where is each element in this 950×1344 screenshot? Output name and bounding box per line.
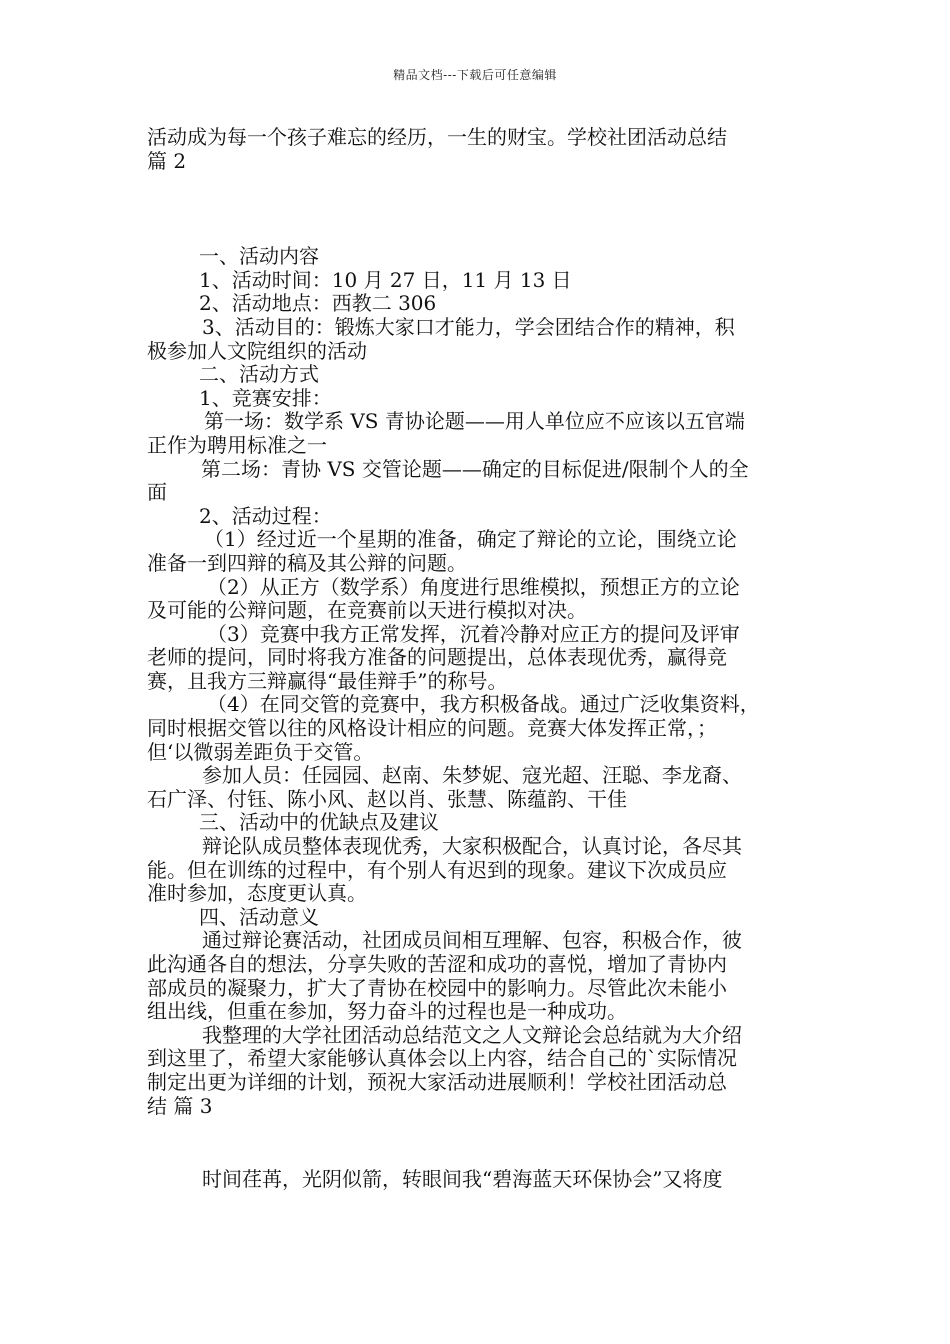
text-line: 三、活动中的优缺点及建议 [199,810,439,835]
text-line: 面 [147,480,167,505]
text-line: 结 篇 3 [147,1093,213,1118]
text-line: 2、活动过程： [199,503,332,528]
text-line: （2）从正方（数学系）角度进行思维模拟，预想正方的立论 [207,574,740,599]
text-line: 2、活动地点：西教二 306 [199,291,437,316]
text-line: （4）在同交管的竞赛中，我方积极备战。通过广泛收集资料， [207,692,760,717]
text-line: 时间荏苒，光阴似箭，转眼间我“碧海蓝天环保协会”又将度 [202,1167,723,1192]
page-header: 精品文档---下载后可任意编辑 [393,68,557,82]
paragraph-gap [147,1118,815,1168]
text-line: 部成员的凝聚力，扩大了青协在校园中的影响力。尽管此次未能小 [147,975,727,1000]
paragraph-gap [147,173,815,245]
text-line: 准备一到四辩的稿及其公辩的问题。 [147,550,467,575]
text-line: 石广泽、付钰、陈小风、赵以肖、张慧、陈蕴韵、干佳 [147,786,627,811]
text-line: 二、活动方式 [199,362,319,387]
text-line: 老师的提问，同时将我方准备的问题提出，总体表现优秀，赢得竞 [147,645,727,670]
text-line: 第二场：青协 VS 交管论题——确定的目标促进/限制个人的全 [201,456,749,481]
text-line: 极参加人文院组织的活动 [147,338,367,363]
text-line: 到这里了，希望大家能够认真体会以上内容，结合自己的`实际情况 [147,1046,737,1071]
text-line: 1、活动时间：10 月 27 日，11 月 13 日 [199,267,572,292]
text-line: 制定出更为详细的计划，预祝大家活动进展顺利！学校社团活动总 [147,1069,727,1094]
text-line: 第一场：数学系 VS 青协论题——用人单位应不应该以五官端 [204,409,745,434]
text-line: 正作为聘用标准之一 [147,432,327,457]
text-line: 3、活动目的：锻炼大家口才能力，学会团结合作的精神，积 [202,314,735,339]
text-line: 但‘以微弱差距负于交管。 [147,739,374,764]
text-line: 通过辩论赛活动，社团成员间相互理解、包容，积极合作，彼 [202,928,742,953]
text-line: 一、活动内容 [199,244,319,269]
document-body [147,126,815,1192]
text-line: 及可能的公辩问题，在竞赛前以天进行模拟对决。 [147,598,587,623]
text-line: （1）经过近一个星期的准备，确定了辩论的立论，围绕立论 [204,527,737,552]
text-line: 四、活动意义 [199,904,319,929]
text-line: 赛，且我方三辩赢得“最佳辩手”的称号。 [147,668,508,693]
text-line: 能。但在训练的过程中，有个别人有迟到的现象。建议下次成员应 [147,857,727,882]
text-line: 我整理的大学社团活动总结范文之人文辩论会总结就为大介绍 [202,1022,742,1047]
text-line: 活动成为每一个孩子难忘的经历，一生的财宝。学校社团活动总结 [147,125,727,149]
text-line: 此沟通各自的想法，分享失败的苦涩和成功的喜悦，增加了青协内 [147,952,727,976]
text-line: 同时根据交管以往的风格设计相应的问题。竞赛大体发挥正常，； [147,716,717,741]
text-line: 辩论队成员整体表现优秀，大家积极配合，认真讨论，各尽其 [202,834,742,859]
text-line: 1、竞赛安排： [199,385,332,410]
text-line: （3）竞赛中我方正常发挥，沉着冷静对应正方的提问及评审 [207,621,740,646]
text-line: 篇 2 [147,148,187,173]
text-line: 准时参加，态度更认真。 [147,881,367,906]
text-line: 参加人员：任园园、赵南、朱梦妮、寇光超、汪聪、李龙裔、 [202,763,742,788]
text-line: 组出线，但重在参加，努力奋斗的过程也是一种成功。 [147,999,627,1024]
